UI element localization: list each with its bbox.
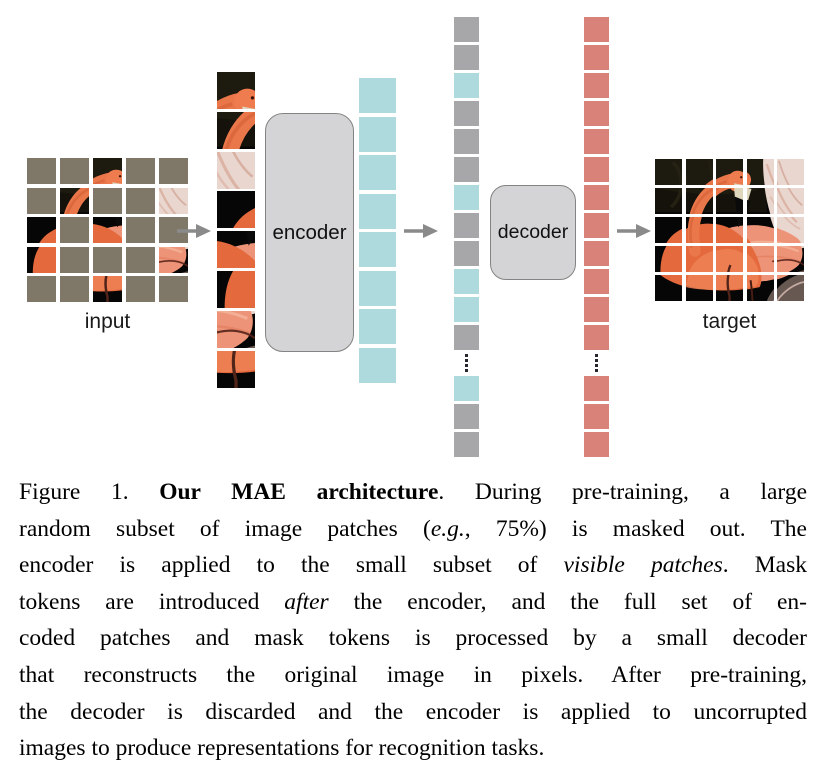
- visible-patch: [217, 271, 255, 308]
- decoded-token: [584, 73, 609, 98]
- input-patch-masked: [126, 247, 155, 273]
- caption-italic-text: after: [284, 588, 329, 615]
- target-patch: [777, 275, 804, 301]
- caption-line: [19, 694, 807, 731]
- target-patch: [655, 217, 682, 243]
- mask-token: [454, 101, 479, 126]
- input-patch-masked: [27, 158, 56, 184]
- encoded-patches-column: [359, 78, 396, 383]
- input-patch-masked: [60, 217, 89, 243]
- encoded-token: [454, 73, 479, 98]
- target-patch: [686, 246, 713, 272]
- encoded-token: [454, 376, 479, 401]
- visible-patches-column: [217, 72, 255, 388]
- target-patch: [686, 217, 713, 243]
- caption-italic-text: e.g.: [430, 515, 465, 542]
- target-patch: [777, 159, 804, 185]
- caption-text: , 75%) is masked out. The: [464, 515, 807, 542]
- decoded-token: [584, 45, 609, 70]
- caption-line: [19, 474, 807, 511]
- target-patch: [655, 188, 682, 214]
- target-patch: [686, 159, 713, 185]
- target-patch: [777, 217, 804, 243]
- decoder-box: [490, 185, 576, 280]
- input-patch-masked: [27, 188, 56, 214]
- target-patch: [747, 159, 774, 185]
- encoded-patch: [359, 271, 396, 306]
- target-patch: [716, 217, 743, 243]
- decoded-token: [584, 17, 609, 42]
- caption-line: [19, 657, 807, 694]
- target-patch: [777, 246, 804, 272]
- caption-text: random subset of image patches (: [19, 515, 431, 542]
- input-patch-masked: [60, 247, 89, 273]
- caption-text: encoder is applied to the small subset of: [19, 552, 564, 579]
- target-patch: [716, 188, 743, 214]
- ellipsis-icon: [465, 353, 468, 373]
- target-patch: [655, 246, 682, 272]
- caption-text: that reconstructs the original image in pixels. After pre-training,: [19, 661, 807, 688]
- caption-bold-text: Our MAE architecture: [159, 479, 439, 505]
- decoded-token: [584, 157, 609, 182]
- figure-caption: [19, 474, 807, 767]
- encoded-patch: [359, 117, 396, 152]
- target-image-grid: [655, 159, 804, 301]
- decoded-token: [584, 376, 609, 401]
- decoded-token: [584, 129, 609, 154]
- input-patch-masked: [93, 188, 122, 214]
- input-patch-visible: [93, 276, 122, 302]
- caption-line: [19, 730, 807, 767]
- visible-patch: [217, 191, 255, 228]
- encoder-label: encoder: [272, 220, 347, 244]
- target-patch: [747, 217, 774, 243]
- mask-token: [454, 213, 479, 238]
- visible-patch: [217, 351, 255, 388]
- decoded-token: [584, 241, 609, 266]
- mask-token: [454, 404, 479, 429]
- caption-italic-text: visible patches: [563, 552, 723, 579]
- decoded-token: [584, 325, 609, 350]
- encoded-token: [454, 269, 479, 294]
- visible-patch: [217, 72, 255, 109]
- input-image-grid: [27, 158, 188, 302]
- decoded-token: [584, 269, 609, 294]
- encoded-patch: [359, 78, 396, 113]
- input-patch-masked: [159, 158, 188, 184]
- input-patch-masked: [93, 247, 122, 273]
- latent-tokens-column: [454, 17, 479, 457]
- target-patch: [747, 188, 774, 214]
- decoder-label: decoder: [497, 221, 569, 243]
- caption-text: . During pre-training, a large: [438, 479, 807, 505]
- caption-line: [19, 584, 807, 621]
- arrow-right-icon: [177, 223, 211, 239]
- caption-line: [19, 547, 807, 584]
- target-patch: [686, 188, 713, 214]
- visible-patch: [217, 311, 255, 348]
- decoded-patches-column: [584, 17, 609, 457]
- mask-token: [454, 432, 479, 457]
- input-patch-visible: [60, 188, 89, 214]
- visible-patch: [217, 231, 255, 268]
- input-patch-visible: [93, 158, 122, 184]
- visible-patch: [217, 112, 255, 149]
- decoded-token: [584, 213, 609, 238]
- input-patch-visible: [159, 247, 188, 273]
- input-patch-masked: [27, 276, 56, 302]
- input-patch-visible: [93, 217, 122, 243]
- mask-token: [454, 157, 479, 182]
- target-patch: [747, 246, 774, 272]
- input-patch-masked: [126, 158, 155, 184]
- caption-line: [19, 511, 807, 548]
- target-patch: [716, 159, 743, 185]
- target-patch: [686, 275, 713, 301]
- encoded-patch: [359, 194, 396, 229]
- caption-line: [19, 620, 807, 657]
- target-patch: [655, 275, 682, 301]
- caption-text: . Mask: [722, 552, 807, 579]
- input-patch-visible: [27, 247, 56, 273]
- mask-token: [454, 17, 479, 42]
- ellipsis-icon: [595, 353, 598, 373]
- input-patch-masked: [159, 276, 188, 302]
- mask-token: [454, 129, 479, 154]
- input-patch-visible: [159, 188, 188, 214]
- target-patch: [777, 188, 804, 214]
- input-patch-visible: [27, 217, 56, 243]
- caption-text: tokens are introduced: [19, 588, 285, 615]
- encoded-patch: [359, 309, 396, 344]
- target-label: target: [702, 310, 757, 333]
- input-label: input: [84, 310, 131, 333]
- target-patch: [655, 159, 682, 185]
- input-patch-masked: [126, 188, 155, 214]
- mask-token: [454, 241, 479, 266]
- input-patch-masked: [60, 158, 89, 184]
- arrow-right-icon: [617, 223, 651, 239]
- input-patch-masked: [60, 276, 89, 302]
- target-patch: [747, 275, 774, 301]
- caption-text: the decoder is discarded and the encoder is applied to uncorrupted: [19, 698, 807, 725]
- decoded-token: [584, 404, 609, 429]
- caption-text: coded patches and mask tokens is processed by a small decoder: [19, 625, 807, 652]
- caption-text: the encoder, and the full set of en-: [328, 588, 807, 615]
- mask-token: [454, 45, 479, 70]
- target-patch: [716, 246, 743, 272]
- decoded-token: [584, 185, 609, 210]
- visible-patch: [217, 152, 255, 189]
- decoded-token: [584, 432, 609, 457]
- decoded-token: [584, 297, 609, 322]
- input-patch-masked: [126, 217, 155, 243]
- encoder-box: [265, 113, 354, 352]
- encoded-token: [454, 297, 479, 322]
- input-patch-masked: [126, 276, 155, 302]
- encoded-patch: [359, 232, 396, 267]
- encoded-patch: [359, 155, 396, 190]
- caption-text: Figure 1.: [19, 479, 160, 505]
- mask-token: [454, 325, 479, 350]
- encoded-token: [454, 185, 479, 210]
- target-patch: [716, 275, 743, 301]
- encoded-patch: [359, 348, 396, 383]
- caption-text: images to produce representations for recognition tasks.: [19, 735, 545, 762]
- decoded-token: [584, 101, 609, 126]
- arrow-right-icon: [404, 223, 438, 239]
